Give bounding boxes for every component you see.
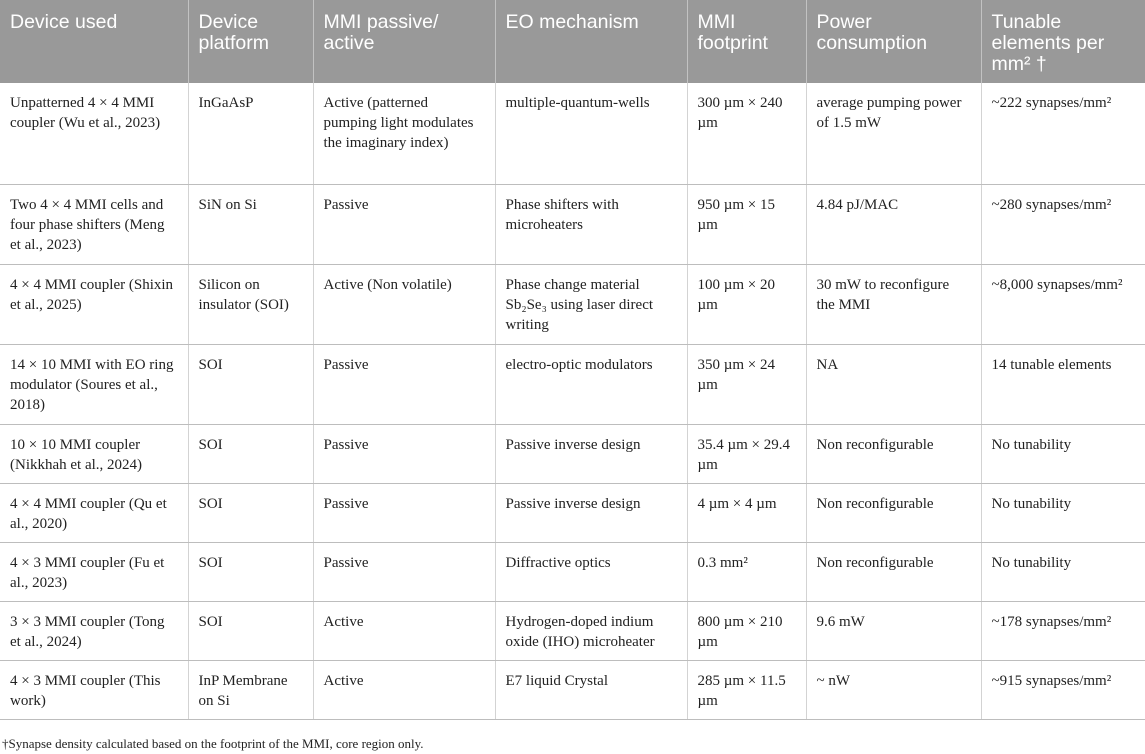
table-cell: Silicon on insulator (SOI) — [188, 264, 313, 344]
table-row — [0, 184, 1145, 264]
table-row — [0, 344, 1145, 424]
table-cell: Non reconfigurable — [806, 542, 981, 601]
table-cell: 4 µm × 4 µm — [687, 483, 806, 542]
table-cell: ~280 synapses/mm² — [981, 184, 1145, 264]
table-cell: 14 × 10 MMI with EO ring modulator (Soures et al., 2018) — [0, 344, 188, 424]
table-row — [0, 601, 1145, 660]
table-header — [0, 0, 1145, 83]
table-cell: Phase change material Sb₂Se₃ using laser direct writing — [495, 264, 687, 344]
table-cell: Diffractive optics — [495, 542, 687, 601]
table-cell: Passive — [313, 424, 495, 483]
table-cell: 4.84 pJ/MAC — [806, 184, 981, 264]
table-cell: Unpatterned 4 × 4 MMI coupler (Wu et al., 2023) — [0, 83, 188, 184]
table-cell: Non reconfigurable — [806, 424, 981, 483]
header-mmi-passive-active: MMI passive/ active — [313, 0, 495, 83]
table-row — [0, 660, 1145, 719]
header-power-consumption: Power consumption — [806, 0, 981, 83]
table-cell: ~915 synapses/mm² — [981, 660, 1145, 719]
table-cell: Active (Non volatile) — [313, 264, 495, 344]
header-device-used: Device used — [0, 0, 188, 83]
table-cell: SOI — [188, 601, 313, 660]
table-cell: Active (patterned pumping light modulates the imaginary index) — [313, 83, 495, 184]
table-cell: Passive — [313, 184, 495, 264]
table-cell: 350 µm × 24 µm — [687, 344, 806, 424]
table-cell: SOI — [188, 542, 313, 601]
table-cell: ~222 synapses/mm² — [981, 83, 1145, 184]
table-cell: Passive — [313, 344, 495, 424]
table-row — [0, 542, 1145, 601]
table-cell: 100 µm × 20 µm — [687, 264, 806, 344]
table-cell: 285 µm × 11.5 µm — [687, 660, 806, 719]
table-cell: No tunability — [981, 542, 1145, 601]
table-cell: InP Membrane on Si — [188, 660, 313, 719]
table-cell: No tunability — [981, 424, 1145, 483]
table-cell: electro-optic modulators — [495, 344, 687, 424]
table-cell: Non reconfigurable — [806, 483, 981, 542]
table-cell: SiN on Si — [188, 184, 313, 264]
table-cell: Active — [313, 601, 495, 660]
header-device-platform: Device platform — [188, 0, 313, 83]
table-row — [0, 483, 1145, 542]
table-cell: Passive — [313, 483, 495, 542]
header-eo-mechanism: EO mechanism — [495, 0, 687, 83]
table-cell: 800 µm × 210 µm — [687, 601, 806, 660]
table-row — [0, 83, 1145, 184]
table-cell: average pumping power of 1.5 mW — [806, 83, 981, 184]
table-cell: 10 × 10 MMI coupler (Nikkhah et al., 2024) — [0, 424, 188, 483]
table-cell: Passive inverse design — [495, 483, 687, 542]
table-cell: 30 mW to reconfigure the MMI — [806, 264, 981, 344]
table-cell: 4 × 4 MMI coupler (Shixin et al., 2025) — [0, 264, 188, 344]
table-cell: 4 × 3 MMI coupler (This work) — [0, 660, 188, 719]
table-row — [0, 264, 1145, 344]
table-cell: SOI — [188, 483, 313, 542]
table-cell: ~8,000 synapses/mm² — [981, 264, 1145, 344]
table-footnote: †Synapse density calculated based on the footprint of the MMI, core region only. — [2, 736, 424, 751]
header-tunable-elements: Tunable elements per mm² † — [981, 0, 1145, 83]
table-cell: Hydrogen-doped indium oxide (IHO) microheater — [495, 601, 687, 660]
table-cell: 4 × 3 MMI coupler (Fu et al., 2023) — [0, 542, 188, 601]
table-cell: No tunability — [981, 483, 1145, 542]
table-cell: Passive — [313, 542, 495, 601]
table-cell: Active — [313, 660, 495, 719]
table-cell: 0.3 mm² — [687, 542, 806, 601]
table-cell: 14 tunable elements — [981, 344, 1145, 424]
table-cell: Phase shifters with microheaters — [495, 184, 687, 264]
table-cell: 35.4 µm × 29.4 µm — [687, 424, 806, 483]
table-cell: InGaAsP — [188, 83, 313, 184]
table-body — [0, 83, 1145, 719]
table-cell: Passive inverse design — [495, 424, 687, 483]
table-cell: 9.6 mW — [806, 601, 981, 660]
table-cell: 3 × 3 MMI coupler (Tong et al., 2024) — [0, 601, 188, 660]
table-cell: ~178 synapses/mm² — [981, 601, 1145, 660]
table-cell: SOI — [188, 424, 313, 483]
table-row — [0, 424, 1145, 483]
table-cell: 950 µm × 15 µm — [687, 184, 806, 264]
table-cell: SOI — [188, 344, 313, 424]
table-cell: Two 4 × 4 MMI cells and four phase shifters (Meng et al., 2023) — [0, 184, 188, 264]
table-cell: E7 liquid Crystal — [495, 660, 687, 719]
table-cell: 300 µm × 240 µm — [687, 83, 806, 184]
table-cell: NA — [806, 344, 981, 424]
table-cell: ~ nW — [806, 660, 981, 719]
table-cell: 4 × 4 MMI coupler (Qu et al., 2020) — [0, 483, 188, 542]
header-row — [0, 0, 1145, 83]
table-cell: multiple-quantum-wells — [495, 83, 687, 184]
header-mmi-footprint: MMI footprint — [687, 0, 806, 83]
